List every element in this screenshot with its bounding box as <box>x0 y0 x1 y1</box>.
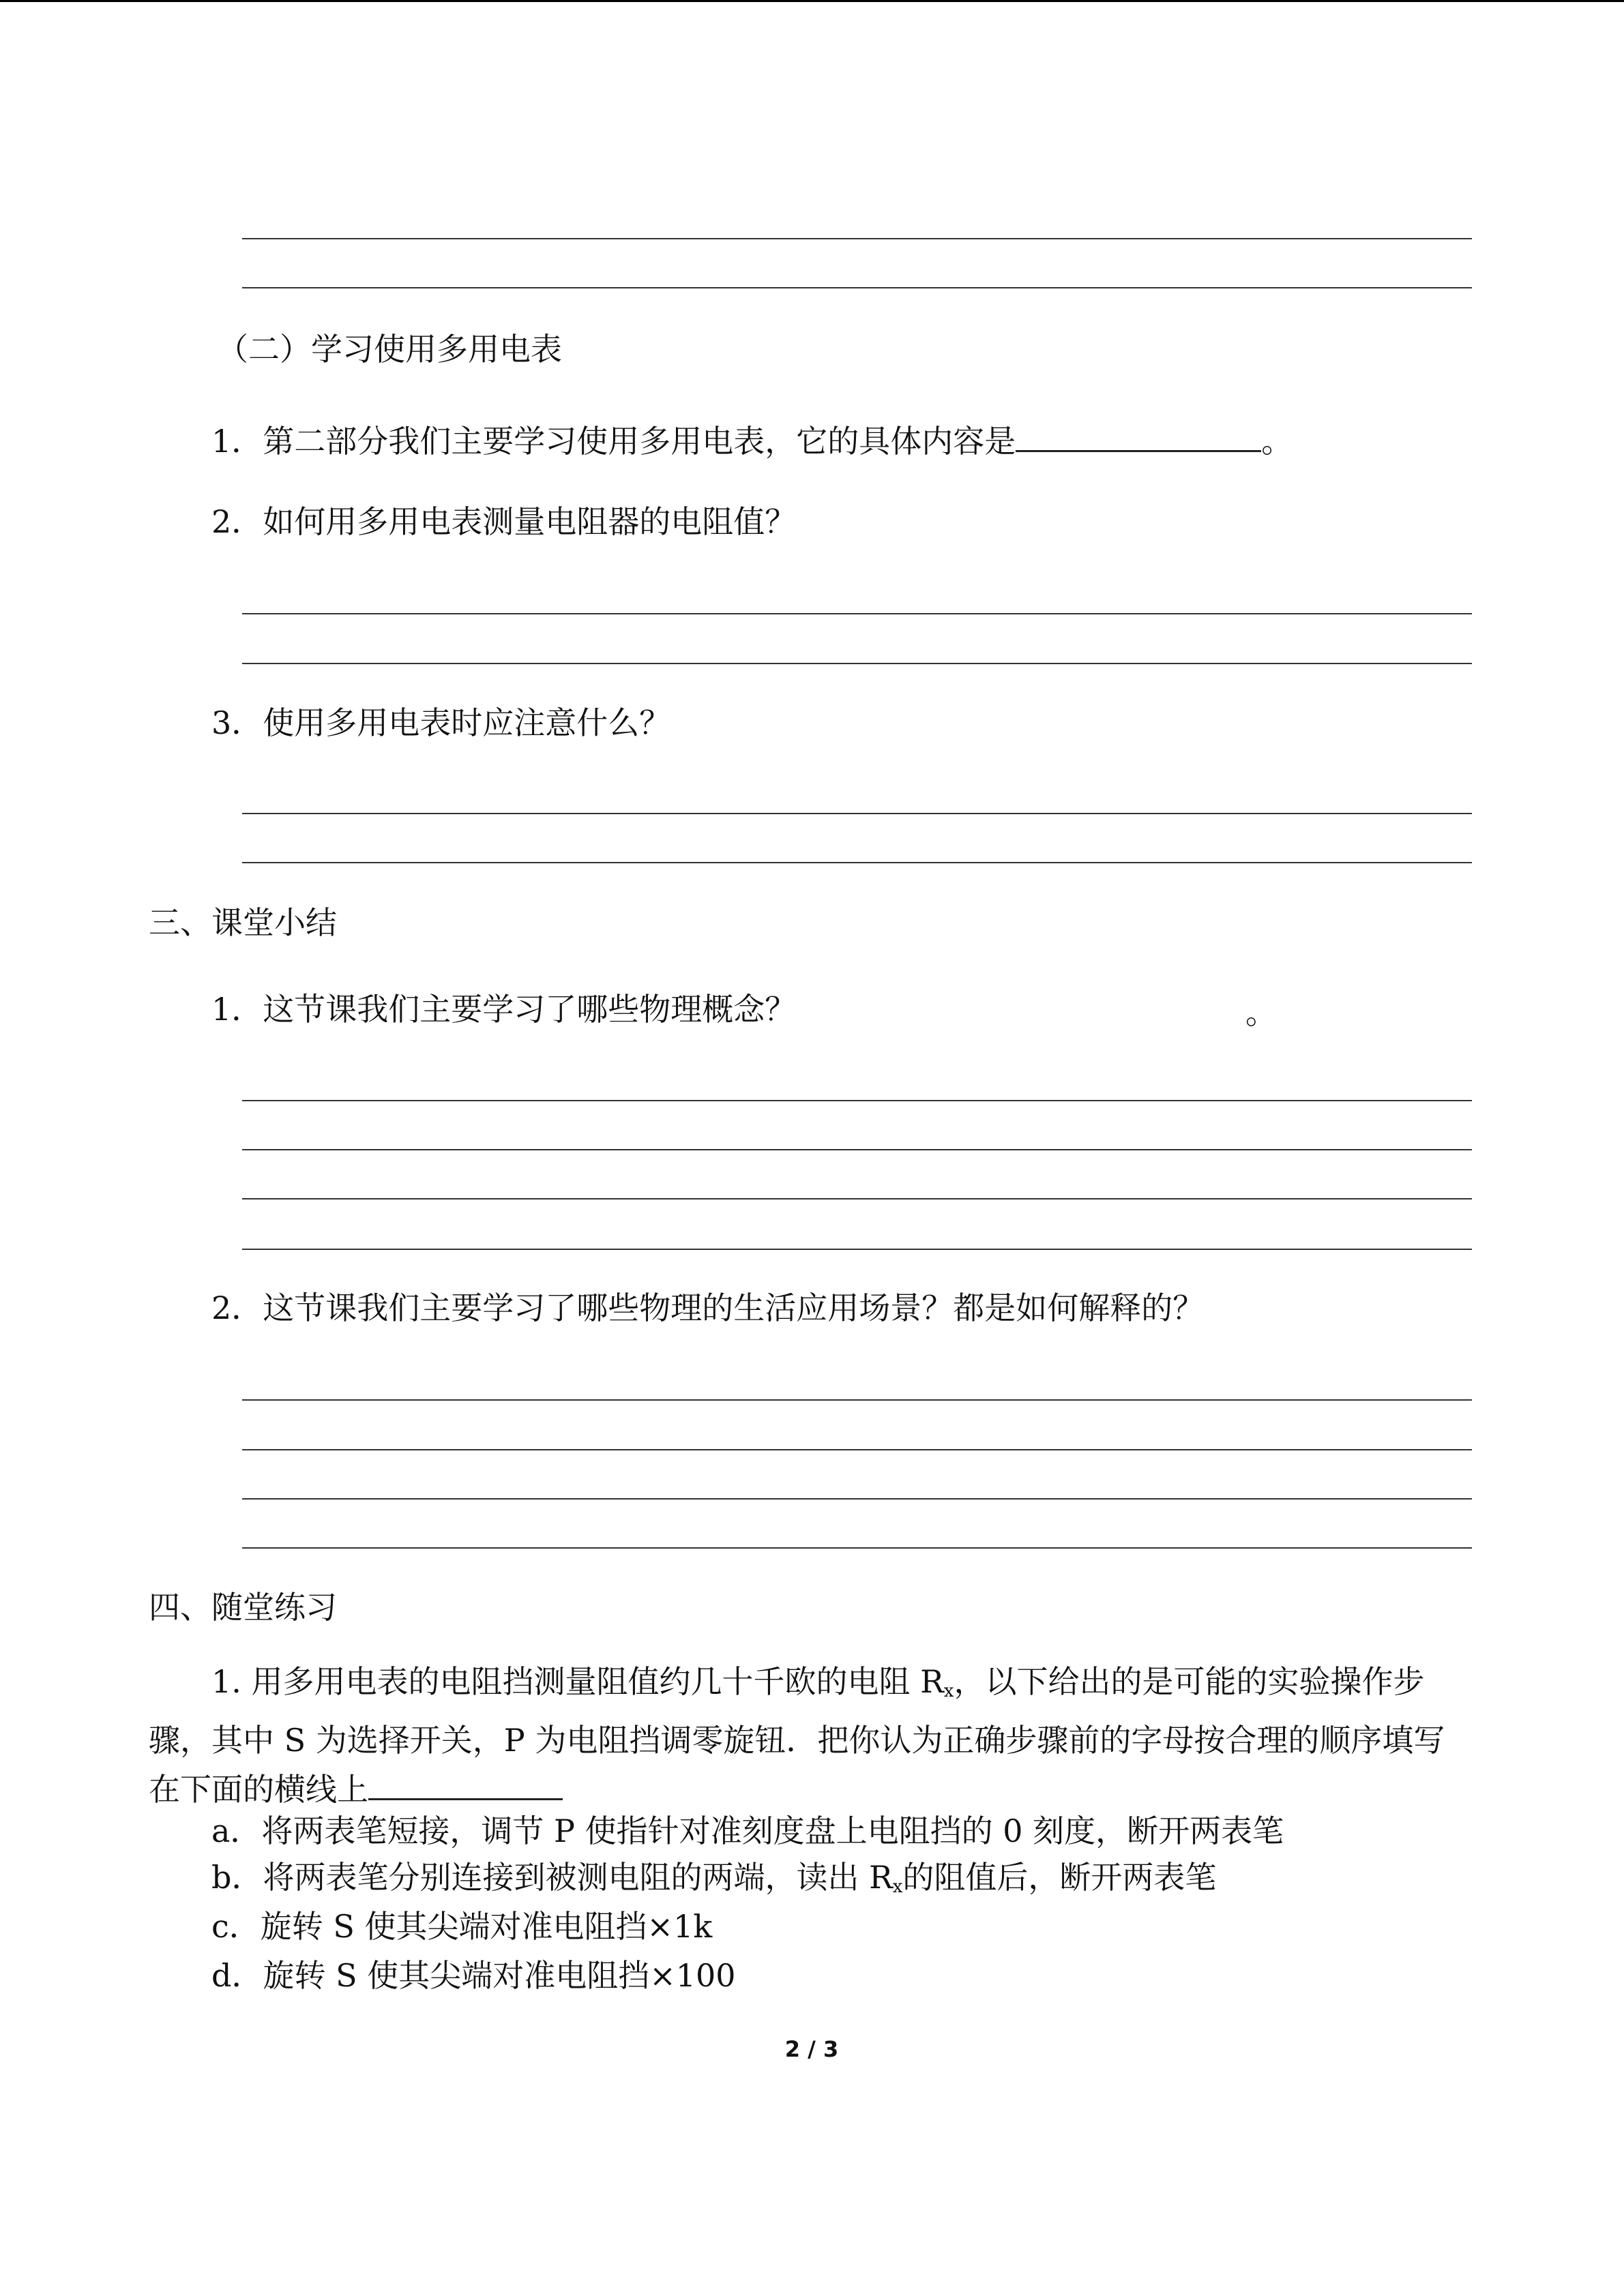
practice-problem-1-text-a: 1. 用多用电表的电阻挡测量阻值约几十千欧的电阻 R <box>211 1663 944 1700</box>
question-3: 3．使用多用电表时应注意什么？ <box>211 704 671 741</box>
answer-line <box>242 613 1472 614</box>
answer-line <box>242 238 1472 239</box>
question-1 <box>211 416 1293 460</box>
answer-line <box>242 1449 1472 1450</box>
practice-problem-1-text-b: ，以下给出的是可能的实验操作步骤，其中 S 为选择开关，P 为电阻挡调零旋钮．把你认为正确步骤前的字母按合理的顺序填写在下面的横线上 <box>149 1663 1445 1808</box>
question-2: 2．如何用多用电表测量电阻器的电阻值？ <box>211 503 797 540</box>
answer-line <box>242 1198 1472 1199</box>
answer-line <box>242 1100 1472 1101</box>
option-a: a．将两表笔短接，调节 P 使指针对准刻度盘上电阻挡的 0 刻度，断开两表笔 <box>211 1813 1284 1849</box>
practice-problem-1 <box>149 1657 1472 1814</box>
answer-line <box>242 1149 1472 1150</box>
answer-line <box>242 663 1472 664</box>
section-heading-practice: 四、随堂练习 <box>149 1589 337 1626</box>
answer-line <box>242 862 1472 863</box>
subscript-x: x <box>892 1877 903 1897</box>
option-b <box>211 1857 1216 1898</box>
section-heading-summary: 三、课堂小结 <box>149 904 337 941</box>
summary-question-1-end: 。 <box>1245 994 1277 1031</box>
page-number: 2 / 3 <box>784 2036 839 2062</box>
option-d: d．旋转 S 使其尖端对准电阻挡×100 <box>211 1957 736 1994</box>
option-c: c．旋转 S 使其尖端对准电阻挡×1k <box>211 1908 713 1945</box>
answer-line <box>242 813 1472 814</box>
answer-line <box>242 287 1472 288</box>
answer-line <box>242 1547 1472 1549</box>
summary-question-2: 2．这节课我们主要学习了哪些物理的生活应用场景？都是如何解释的？ <box>211 1289 1205 1326</box>
question-1-end: 。 <box>1261 423 1293 460</box>
fill-blank <box>368 1768 563 1800</box>
option-b-text-pre: b．将两表笔分别连接到被测电阻的两端，读出 R <box>211 1859 893 1896</box>
answer-line <box>242 1249 1472 1250</box>
question-1-text: 1．第二部分我们主要学习使用多用电表，它的具体内容是 <box>211 423 1016 460</box>
answer-line <box>242 1498 1472 1500</box>
subscript-x: x <box>943 1681 954 1701</box>
option-b-text-post: 的阻值后，断开两表笔 <box>902 1859 1217 1896</box>
fill-blank <box>1016 416 1261 452</box>
answer-line <box>242 1399 1472 1401</box>
summary-question-1: 1．这节课我们主要学习了哪些物理概念？ <box>211 991 797 1028</box>
subsection-title: （二）学习使用多用电表 <box>217 331 562 368</box>
page-top-border <box>0 0 1624 2</box>
